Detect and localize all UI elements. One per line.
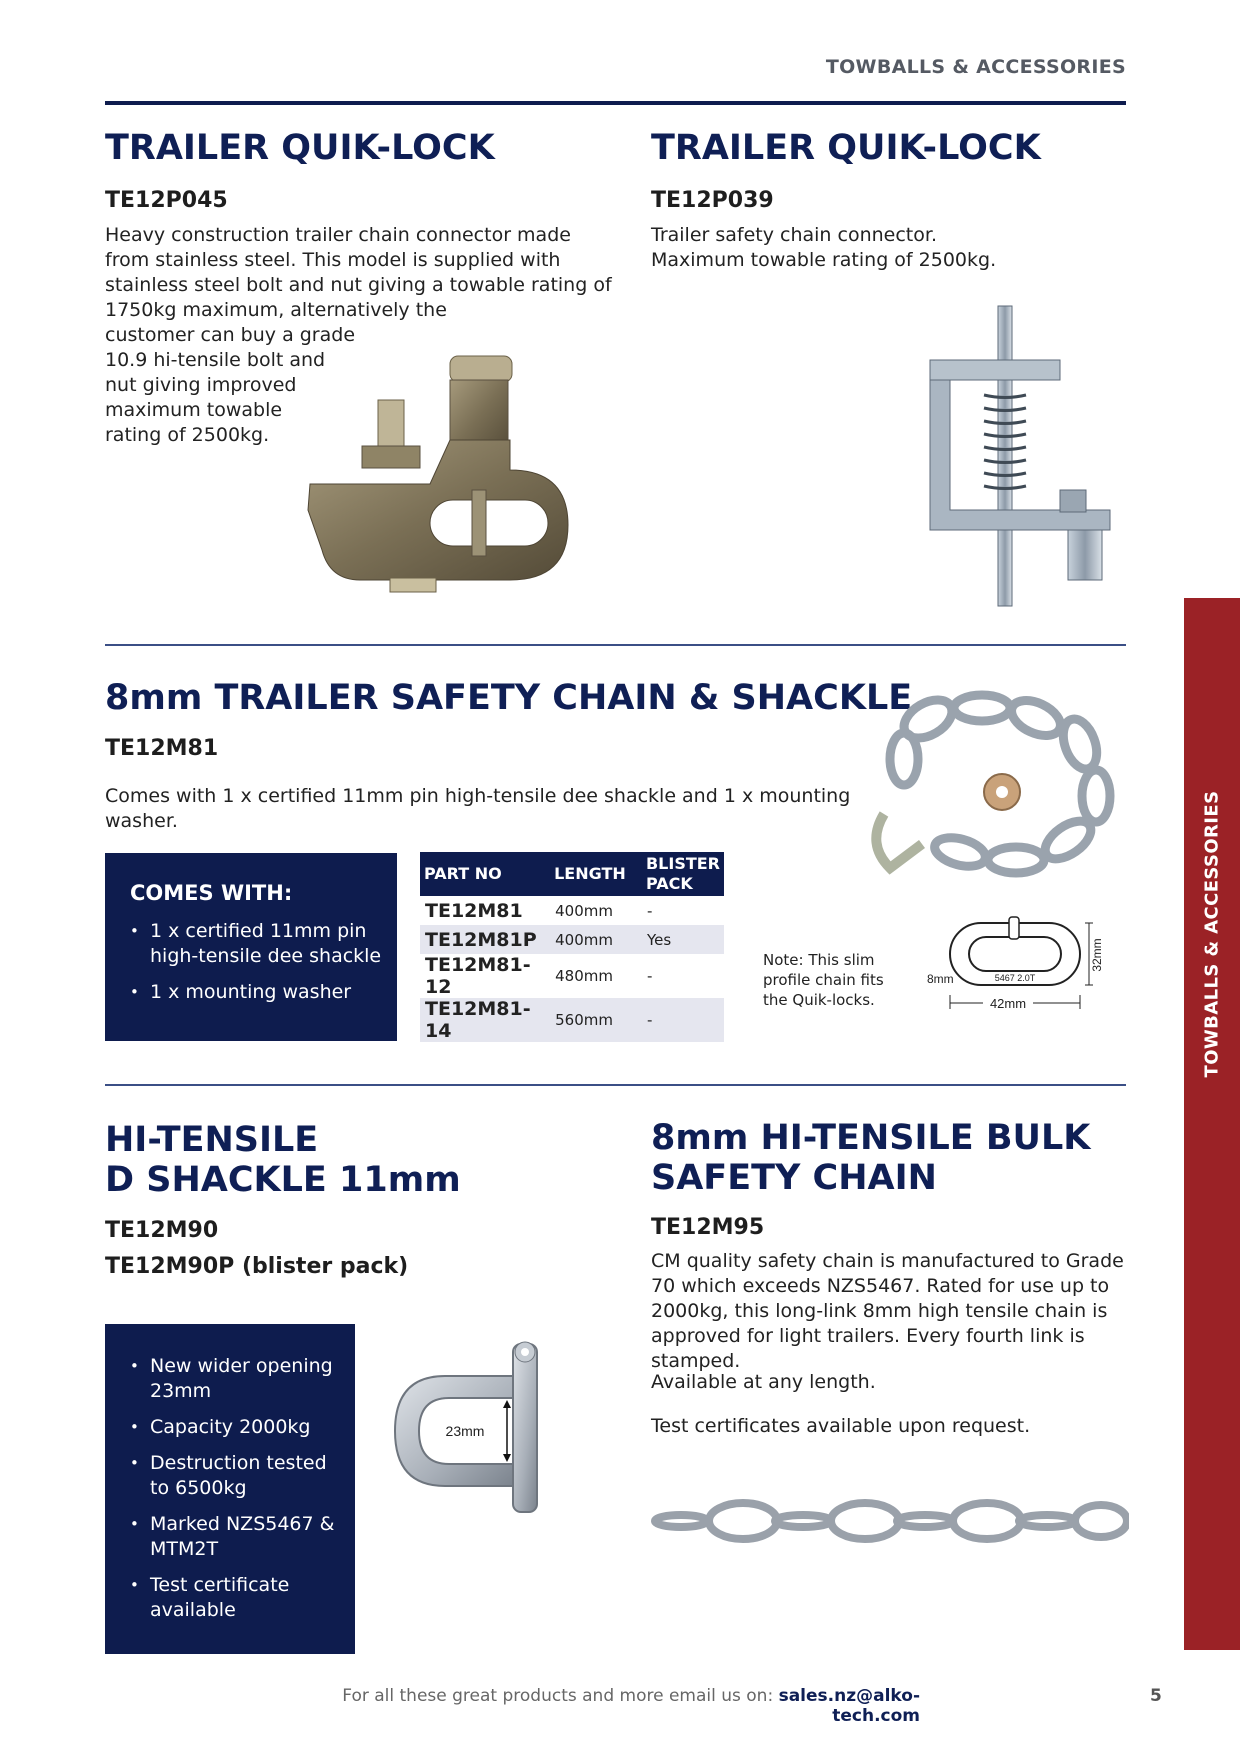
- bulk-chain-certificates: Test certificates available upon request.: [651, 1415, 1031, 1437]
- table-cell: TE12M81P: [420, 925, 550, 954]
- opening-label: 23mm: [445, 1423, 485, 1439]
- table-cell: -: [646, 901, 653, 920]
- d-shackle-image: [385, 1336, 575, 1516]
- desc-line: 1750kg maximum, alternatively the: [105, 299, 447, 321]
- title-line: SAFETY CHAIN: [651, 1158, 937, 1198]
- table-cell: 560mm: [550, 998, 642, 1042]
- link-height-label: 32mm: [1090, 938, 1104, 972]
- chain-shackle-description: Comes with 1 x certified 11mm pin high-tensile dee shackle and 1 x mounting washer.: [105, 785, 851, 832]
- feature-item: • Test certificate available: [130, 1573, 345, 1623]
- feature-item: • New wider opening 23mm: [130, 1354, 345, 1404]
- header-divider: [105, 101, 1126, 105]
- quiklock-1-title: TRAILER QUIK-LOCK: [105, 128, 495, 168]
- comes-with-box: [105, 853, 397, 1041]
- table-cell: 400mm: [550, 925, 642, 954]
- link-width-label: 8mm: [927, 972, 954, 986]
- column-header: BLISTER PACK: [642, 852, 724, 896]
- quiklock-steel-image: [910, 300, 1130, 610]
- chain-shackle-code: TE12M81: [105, 736, 219, 761]
- d-shackle-code: TE12M90: [105, 1218, 219, 1243]
- chain-note: Note: This slim profile chain fits the Quik-locks.: [763, 951, 884, 1009]
- table-row: [420, 954, 724, 998]
- section-divider: [105, 1084, 1126, 1086]
- desc-line: maximum towable: [105, 399, 283, 421]
- desc-line: Maximum towable rating of 2500kg.: [651, 249, 997, 271]
- table-cell: 400mm: [555, 901, 613, 920]
- d-shackle-blister-code: TE12M90P (blister pack): [105, 1254, 409, 1279]
- table-cell: 480mm: [555, 967, 613, 985]
- quiklock-bronze-image: [300, 350, 570, 610]
- desc-line: Trailer safety chain connector.: [651, 224, 937, 246]
- safety-chain-image: [870, 684, 1130, 884]
- desc-line: 10.9 hi-tensile bolt and: [105, 349, 326, 371]
- table-cell: -: [646, 967, 653, 985]
- table-cell: -: [642, 998, 724, 1042]
- title-line: D SHACKLE 11mm: [105, 1160, 461, 1200]
- page-number: 5: [1150, 1686, 1162, 1706]
- footer-text: For all these great products and more email us on:: [342, 1686, 774, 1706]
- side-section-tab: [1184, 598, 1240, 1650]
- bulk-chain-title: [651, 1118, 1090, 1198]
- footer-contact: [300, 1686, 920, 1726]
- section-divider: [105, 644, 1126, 646]
- side-tab-label: TOWBALLS & ACCESSORIES: [1201, 790, 1223, 1078]
- comes-with-item: • 1 x mounting washer: [130, 980, 385, 1005]
- link-length-label: 42mm: [989, 996, 1027, 1011]
- link-stamp-label: 5467 2.0T: [994, 973, 1036, 983]
- table-row: [420, 998, 724, 1042]
- quiklock-1-code: TE12P045: [105, 188, 228, 213]
- desc-line: Heavy construction trailer chain connector made: [105, 224, 571, 246]
- d-shackle-title: [105, 1120, 461, 1200]
- chain-shackle-title: 8mm TRAILER SAFETY CHAIN & SHACKLE: [105, 678, 913, 718]
- desc-line: rating of 2500kg.: [105, 424, 270, 446]
- quiklock-2-title: TRAILER QUIK-LOCK: [651, 128, 1041, 168]
- desc-line: stainless steel bolt and nut giving a towable rating of: [105, 274, 612, 296]
- bulk-chain-image: [651, 1486, 1129, 1556]
- comes-with-item: • 1 x certified 11mm pin high-tensile dee shackle: [130, 919, 385, 969]
- table-row: [420, 925, 724, 954]
- feature-item: • Marked NZS5467 & MTM2T: [130, 1512, 345, 1562]
- table-cell: TE12M81-14: [420, 998, 550, 1042]
- bulk-chain-availability: Available at any length.: [651, 1371, 876, 1393]
- quiklock-2-code: TE12P039: [651, 188, 774, 213]
- quiklock-2-description: [651, 223, 1121, 273]
- footer-email-link[interactable]: sales.nz@alko-tech.com: [778, 1686, 920, 1726]
- desc-line: customer can buy a grade: [105, 324, 356, 346]
- table-cell: TE12M81-12: [425, 954, 531, 998]
- d-shackle-features-box: [105, 1324, 355, 1654]
- desc-line: nut giving improved: [105, 374, 297, 396]
- feature-item: • Destruction tested to 6500kg: [130, 1451, 345, 1501]
- table-cell: TE12M81: [425, 899, 523, 922]
- bulk-chain-code: TE12M95: [651, 1215, 765, 1240]
- bulk-chain-description: CM quality safety chain is manufactured to Grade 70 which exceeds NZS5467. Rated for use up to 2000kg, this long-link 8mm high tensile chain is approved for light trailers. Every fourth link is stamped.: [651, 1250, 1124, 1372]
- table-header-row: [420, 852, 724, 896]
- desc-line: from stainless steel. This model is supplied with: [105, 249, 561, 271]
- feature-item: • Capacity 2000kg: [130, 1415, 345, 1440]
- comes-with-heading: COMES WITH:: [130, 881, 293, 905]
- section-header: TOWBALLS & ACCESSORIES: [825, 56, 1126, 78]
- table-cell: Yes: [642, 925, 724, 954]
- title-line: 8mm HI-TENSILE BULK: [651, 1118, 1091, 1158]
- chain-spec-table: [420, 852, 724, 1042]
- title-line: HI-TENSILE: [105, 1120, 319, 1160]
- table-row: [420, 896, 724, 925]
- column-header: LENGTH: [550, 852, 642, 896]
- column-header: PART NO: [420, 852, 550, 896]
- chain-link-diagram: [925, 915, 1105, 1015]
